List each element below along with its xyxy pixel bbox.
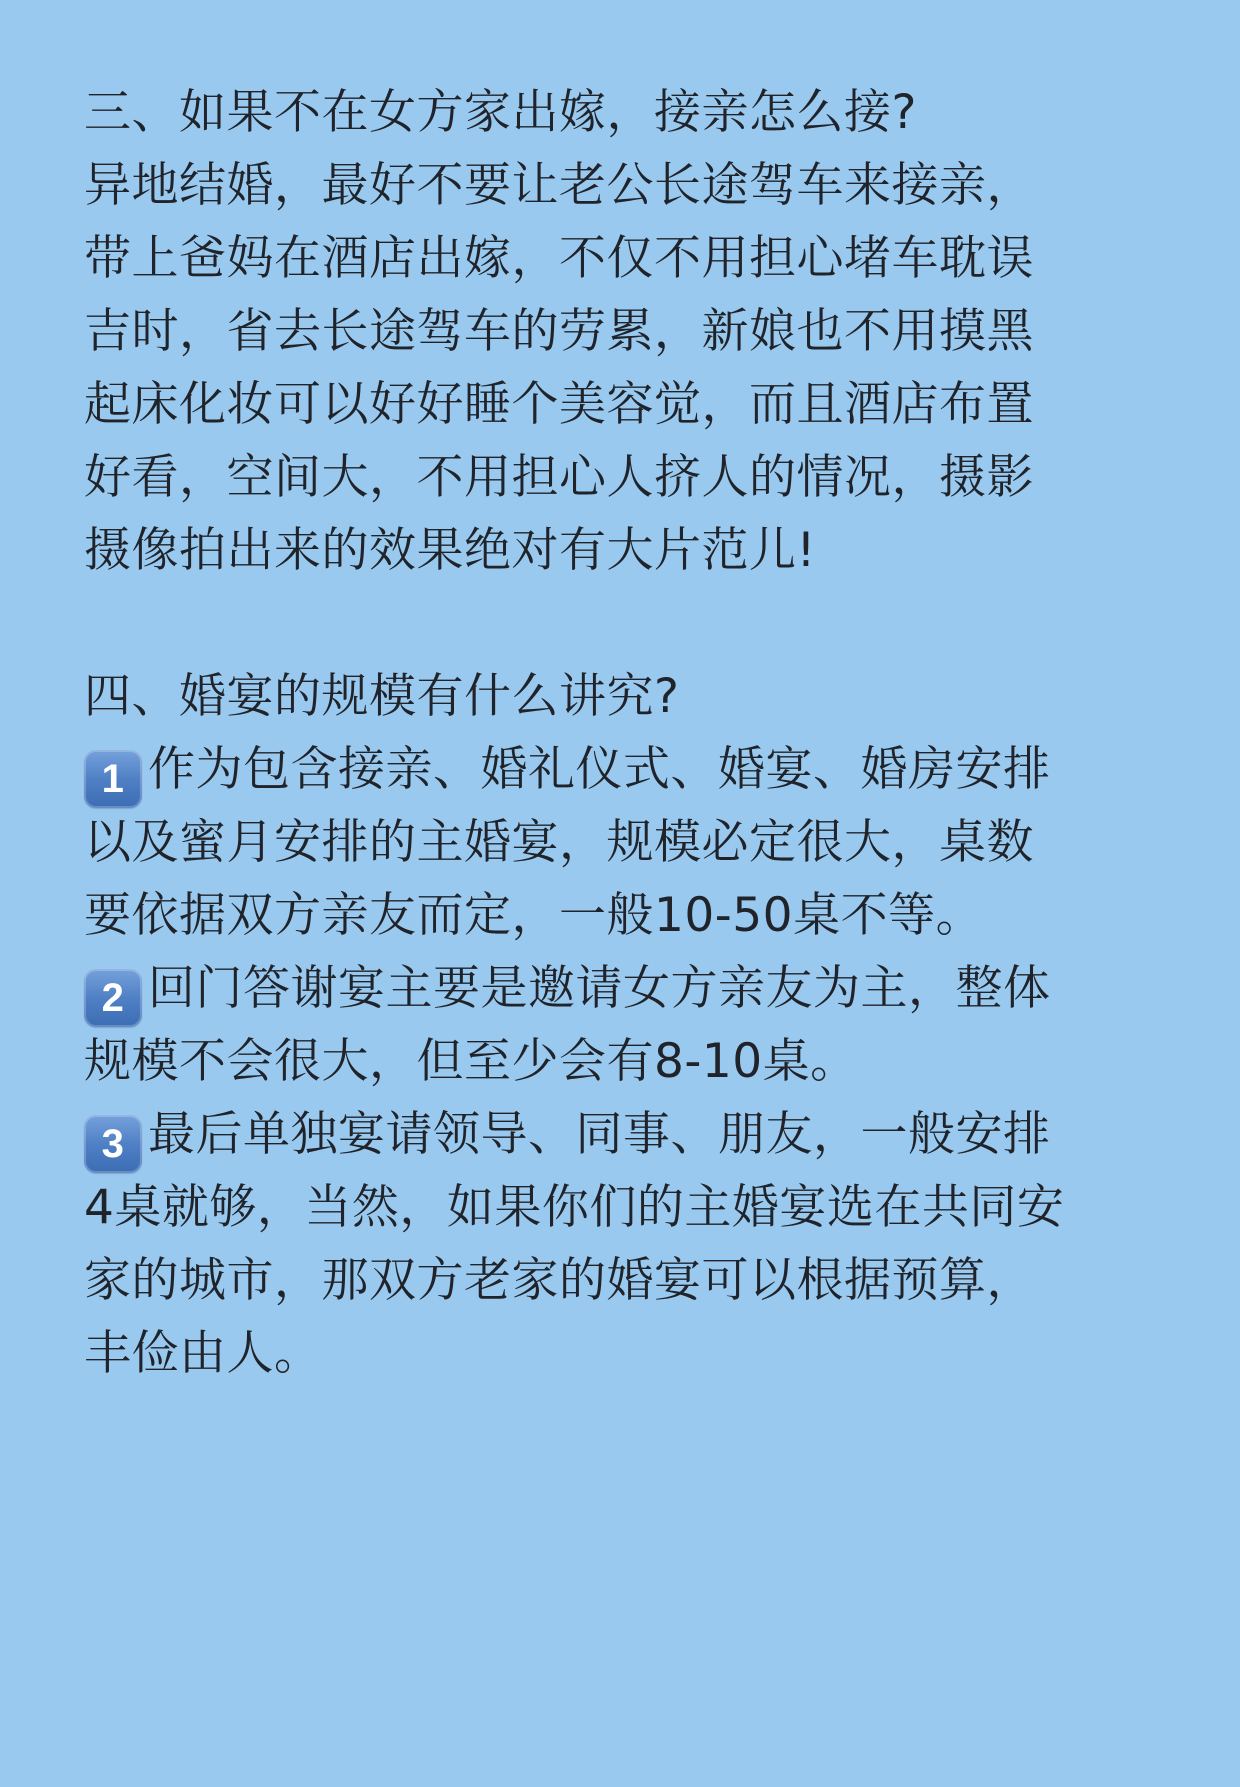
section-3-line: 好看，空间大，不用担心人挤人的情况，摄影 — [84, 450, 1034, 505]
list-item-1-text: 作为包含接亲、婚礼仪式、婚宴、婚房安排 — [148, 742, 1051, 797]
list-item-3-line: 丰俭由人。 — [84, 1326, 322, 1381]
article-content — [84, 76, 1194, 1390]
section-3-line: 起床化妆可以好好睡个美容觉，而且酒店布置 — [84, 377, 1034, 432]
list-item-3-text: 最后单独宴请领导、同事、朋友，一般安排 — [148, 1107, 1051, 1162]
section-4-heading: 四、婚宴的规模有什么讲究? — [84, 669, 680, 724]
list-item-3-line: 家的城市，那双方老家的婚宴可以根据预算， — [84, 1253, 1034, 1308]
section-3-line: 带上爸妈在酒店出嫁，不仅不用担心堵车耽误 — [84, 231, 1034, 286]
list-item-2-text: 回门答谢宴主要是邀请女方亲友为主，整体 — [148, 961, 1051, 1016]
keycap-3-icon: 3 — [84, 1115, 142, 1173]
section-3-heading: 三、如果不在女方家出嫁，接亲怎么接? — [84, 85, 917, 140]
list-item-2-line: 规模不会很大，但至少会有8-10桌。 — [84, 1034, 858, 1089]
keycap-1-icon: 1 — [84, 750, 142, 808]
section-3-line: 摄像拍出来的效果绝对有大片范儿! — [84, 523, 816, 578]
list-item-1-line: 以及蜜月安排的主婚宴，规模必定很大，桌数 — [84, 815, 1034, 870]
list-item-1-line: 要依据双方亲友而定，一般10-50桌不等。 — [84, 888, 984, 943]
list-item-1-first-line — [84, 733, 1194, 806]
paragraph-spacer — [84, 587, 1194, 660]
list-item-3-first-line — [84, 1098, 1194, 1171]
keycap-2-icon: 2 — [84, 969, 142, 1027]
section-3-line: 异地结婚，最好不要让老公长途驾车来接亲， — [84, 158, 1034, 213]
list-item-2-first-line — [84, 952, 1194, 1025]
list-item-3-line: 4桌就够，当然，如果你们的主婚宴选在共同安 — [84, 1180, 1065, 1235]
section-3-line: 吉时，省去长途驾车的劳累，新娘也不用摸黑 — [84, 304, 1034, 359]
